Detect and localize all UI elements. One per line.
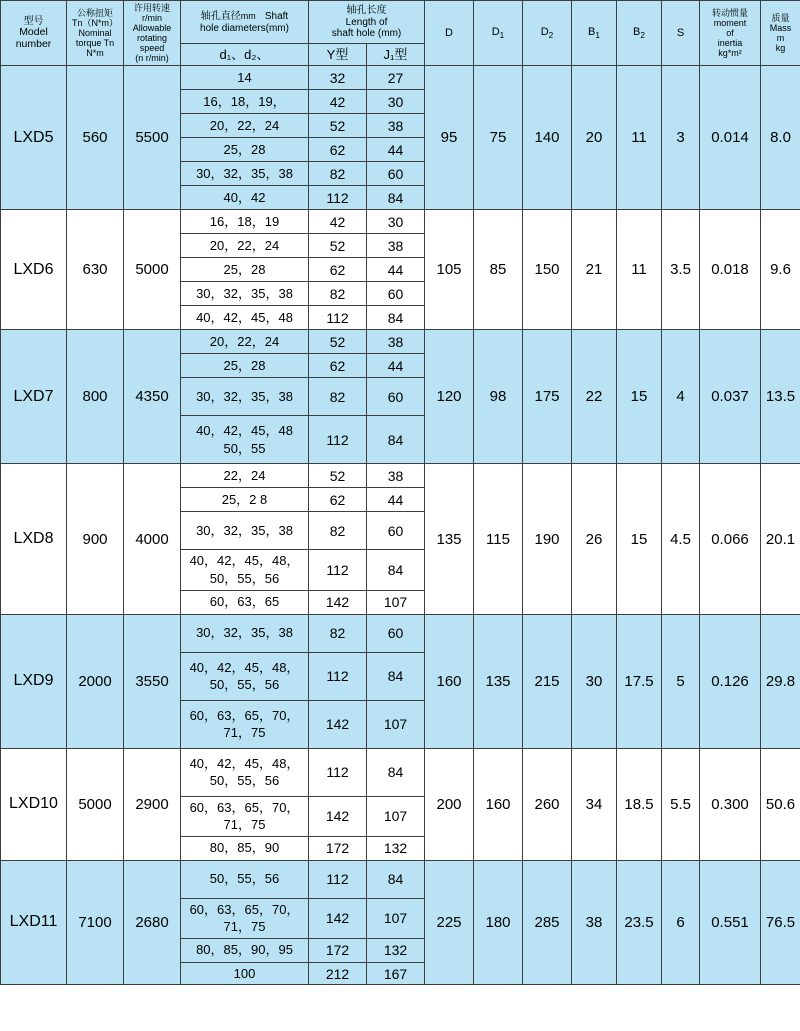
cell-mass: 76.5 bbox=[761, 860, 800, 985]
cell-B1: 38 bbox=[572, 860, 617, 985]
cell-shaft-hole-diameter: 20，22，24 bbox=[181, 114, 309, 138]
cell-length-j1-type: 60 bbox=[367, 614, 425, 652]
cell-length-y-type: 212 bbox=[309, 962, 367, 985]
cell-shaft-hole-diameter: 20，22，24 bbox=[181, 330, 309, 354]
cell-allowable-speed: 4000 bbox=[124, 464, 181, 614]
cell-length-j1-type: 27 bbox=[367, 66, 425, 90]
cell-length-j1-type: 107 bbox=[367, 796, 425, 836]
cell-length-j1-type: 38 bbox=[367, 114, 425, 138]
table-row bbox=[1, 330, 800, 354]
cell-allowable-speed: 5500 bbox=[124, 66, 181, 210]
cell-S: 3 bbox=[662, 66, 700, 210]
cell-D: 200 bbox=[425, 748, 474, 860]
cell-D: 160 bbox=[425, 614, 474, 748]
cell-length-y-type: 172 bbox=[309, 836, 367, 860]
header-row-main bbox=[1, 1, 800, 44]
cell-B1: 21 bbox=[572, 210, 617, 330]
cell-shaft-hole-diameter: 16，18，19， bbox=[181, 90, 309, 114]
cell-shaft-hole-diameter: 40，42 bbox=[181, 186, 309, 210]
cell-model: LXD7 bbox=[1, 330, 67, 464]
cell-moment-of-inertia: 0.014 bbox=[700, 66, 761, 210]
cell-length-j1-type: 107 bbox=[367, 898, 425, 938]
cell-length-j1-type: 132 bbox=[367, 938, 425, 962]
cell-moment-of-inertia: 0.066 bbox=[700, 464, 761, 614]
cell-length-y-type: 62 bbox=[309, 488, 367, 512]
table-row bbox=[1, 210, 800, 234]
cell-length-j1-type: 60 bbox=[367, 378, 425, 416]
table-row bbox=[1, 860, 800, 898]
cell-B2: 23.5 bbox=[617, 860, 662, 985]
cell-B2: 11 bbox=[617, 210, 662, 330]
cell-D2: 215 bbox=[523, 614, 572, 748]
cell-shaft-hole-diameter: 60，63，65，70， 71，75 bbox=[181, 700, 309, 748]
cell-allowable-speed: 2900 bbox=[124, 748, 181, 860]
cell-length-j1-type: 38 bbox=[367, 234, 425, 258]
cell-length-j1-type: 30 bbox=[367, 210, 425, 234]
cell-nominal-torque: 800 bbox=[67, 330, 124, 464]
cell-nominal-torque: 2000 bbox=[67, 614, 124, 748]
header-bore-symbols: d₁、d₂、 bbox=[181, 44, 309, 66]
cell-allowable-speed: 5000 bbox=[124, 210, 181, 330]
cell-mass: 13.5 bbox=[761, 330, 800, 464]
cell-D2: 285 bbox=[523, 860, 572, 985]
cell-S: 5 bbox=[662, 614, 700, 748]
cell-mass: 9.6 bbox=[761, 210, 800, 330]
cell-B2: 11 bbox=[617, 66, 662, 210]
header-B2: $B_2$ bbox=[617, 1, 662, 66]
cell-allowable-speed: 3550 bbox=[124, 614, 181, 748]
cell-D1: 135 bbox=[474, 614, 523, 748]
cell-shaft-hole-diameter: 30，32，35，38 bbox=[181, 614, 309, 652]
cell-nominal-torque: 7100 bbox=[67, 860, 124, 985]
cell-shaft-hole-diameter: 40，42，45，48， 50，55，56 bbox=[181, 652, 309, 700]
cell-D2: 260 bbox=[523, 748, 572, 860]
cell-shaft-hole-diameter: 14 bbox=[181, 66, 309, 90]
cell-length-j1-type: 84 bbox=[367, 416, 425, 464]
header-D2: $D_2$ bbox=[523, 1, 572, 66]
header-allowable-speed: 许用转速 r/min Allowable rotating speed (n r/min) bbox=[124, 1, 181, 66]
cell-mass: 50.6 bbox=[761, 748, 800, 860]
cell-allowable-speed: 2680 bbox=[124, 860, 181, 985]
cell-S: 4.5 bbox=[662, 464, 700, 614]
cell-length-y-type: 112 bbox=[309, 416, 367, 464]
cell-nominal-torque: 5000 bbox=[67, 748, 124, 860]
cell-D: 120 bbox=[425, 330, 474, 464]
cell-length-j1-type: 60 bbox=[367, 512, 425, 550]
cell-length-y-type: 142 bbox=[309, 700, 367, 748]
cell-moment-of-inertia: 0.551 bbox=[700, 860, 761, 985]
cell-shaft-hole-diameter: 80，85，90，95 bbox=[181, 938, 309, 962]
cell-length-y-type: 142 bbox=[309, 796, 367, 836]
cell-D1: 75 bbox=[474, 66, 523, 210]
cell-nominal-torque: 900 bbox=[67, 464, 124, 614]
cell-shaft-hole-diameter: 30，32，35，38 bbox=[181, 282, 309, 306]
cell-D2: 140 bbox=[523, 66, 572, 210]
header-nominal-torque: 公称扭矩 Tn（N*m） Nominal torque Tn N*m bbox=[67, 1, 124, 66]
cell-length-y-type: 52 bbox=[309, 114, 367, 138]
cell-model: LXD5 bbox=[1, 66, 67, 210]
cell-length-y-type: 52 bbox=[309, 234, 367, 258]
cell-shaft-hole-diameter: 30，32，35，38 bbox=[181, 162, 309, 186]
cell-shaft-hole-diameter: 80，85，90 bbox=[181, 836, 309, 860]
cell-D1: 180 bbox=[474, 860, 523, 985]
cell-allowable-speed: 4350 bbox=[124, 330, 181, 464]
cell-D: 95 bbox=[425, 66, 474, 210]
cell-B1: 22 bbox=[572, 330, 617, 464]
cell-length-y-type: 112 bbox=[309, 186, 367, 210]
header-length-y-type: Y型 bbox=[309, 44, 367, 66]
cell-D1: 115 bbox=[474, 464, 523, 614]
cell-mass: 29.8 bbox=[761, 614, 800, 748]
cell-length-y-type: 62 bbox=[309, 354, 367, 378]
cell-D1: 98 bbox=[474, 330, 523, 464]
cell-length-j1-type: 84 bbox=[367, 306, 425, 330]
header-D1: $D_1$ bbox=[474, 1, 523, 66]
cell-length-y-type: 82 bbox=[309, 162, 367, 186]
cell-length-y-type: 172 bbox=[309, 938, 367, 962]
cell-length-y-type: 112 bbox=[309, 550, 367, 590]
cell-mass: 20.1 bbox=[761, 464, 800, 614]
header-length-j1-type: J₁型 bbox=[367, 44, 425, 66]
cell-shaft-hole-diameter: 25，28 bbox=[181, 258, 309, 282]
cell-shaft-hole-diameter: 25，28 bbox=[181, 354, 309, 378]
cell-length-j1-type: 84 bbox=[367, 652, 425, 700]
cell-length-y-type: 112 bbox=[309, 860, 367, 898]
cell-length-j1-type: 60 bbox=[367, 162, 425, 186]
table-body bbox=[1, 66, 800, 985]
cell-nominal-torque: 630 bbox=[67, 210, 124, 330]
cell-B2: 15 bbox=[617, 330, 662, 464]
cell-shaft-hole-diameter: 22，24 bbox=[181, 464, 309, 488]
table-row bbox=[1, 464, 800, 488]
cell-length-y-type: 32 bbox=[309, 66, 367, 90]
cell-shaft-hole-diameter: 16，18，19 bbox=[181, 210, 309, 234]
cell-shaft-hole-diameter: 60，63，65，70， 71，75 bbox=[181, 898, 309, 938]
cell-D: 105 bbox=[425, 210, 474, 330]
cell-B1: 26 bbox=[572, 464, 617, 614]
header-model: 型号 Model number bbox=[1, 1, 67, 66]
cell-mass: 8.0 bbox=[761, 66, 800, 210]
table-row bbox=[1, 66, 800, 90]
cell-model: LXD10 bbox=[1, 748, 67, 860]
cell-moment-of-inertia: 0.037 bbox=[700, 330, 761, 464]
cell-length-j1-type: 38 bbox=[367, 464, 425, 488]
cell-model: LXD11 bbox=[1, 860, 67, 985]
cell-length-y-type: 62 bbox=[309, 138, 367, 162]
cell-B2: 17.5 bbox=[617, 614, 662, 748]
cell-D1: 85 bbox=[474, 210, 523, 330]
cell-nominal-torque: 560 bbox=[67, 66, 124, 210]
cell-B2: 15 bbox=[617, 464, 662, 614]
cell-shaft-hole-diameter: 60，63，65，70， 71，75 bbox=[181, 796, 309, 836]
cell-moment-of-inertia: 0.018 bbox=[700, 210, 761, 330]
cell-length-j1-type: 84 bbox=[367, 748, 425, 796]
cell-length-j1-type: 44 bbox=[367, 354, 425, 378]
cell-B2: 18.5 bbox=[617, 748, 662, 860]
cell-B1: 30 bbox=[572, 614, 617, 748]
cell-length-y-type: 112 bbox=[309, 652, 367, 700]
cell-D2: 150 bbox=[523, 210, 572, 330]
header-moment-of-inertia: 转动惯量 moment of inertia kg*m² bbox=[700, 1, 761, 66]
cell-length-j1-type: 84 bbox=[367, 186, 425, 210]
cell-length-j1-type: 167 bbox=[367, 962, 425, 985]
cell-length-y-type: 142 bbox=[309, 590, 367, 614]
cell-shaft-hole-diameter: 60，63，65 bbox=[181, 590, 309, 614]
cell-length-y-type: 42 bbox=[309, 210, 367, 234]
cell-length-j1-type: 60 bbox=[367, 282, 425, 306]
header-B1: $B_1$ bbox=[572, 1, 617, 66]
cell-length-j1-type: 44 bbox=[367, 258, 425, 282]
cell-shaft-hole-diameter: 40，42，45，48 50，55 bbox=[181, 416, 309, 464]
header-D: D bbox=[425, 1, 474, 66]
cell-shaft-hole-diameter: 25，2 8 bbox=[181, 488, 309, 512]
cell-moment-of-inertia: 0.126 bbox=[700, 614, 761, 748]
table-header bbox=[1, 1, 800, 66]
cell-length-j1-type: 44 bbox=[367, 138, 425, 162]
header-shaft-hole-diameter: 轴孔直径mm Shaft hole diameters(mm) bbox=[181, 1, 309, 44]
cell-shaft-hole-diameter: 50，55，56 bbox=[181, 860, 309, 898]
cell-shaft-hole-diameter: 30，32，35，38 bbox=[181, 512, 309, 550]
cell-length-y-type: 82 bbox=[309, 378, 367, 416]
cell-S: 3.5 bbox=[662, 210, 700, 330]
cell-length-y-type: 42 bbox=[309, 90, 367, 114]
cell-length-j1-type: 84 bbox=[367, 550, 425, 590]
cell-length-y-type: 82 bbox=[309, 614, 367, 652]
cell-model: LXD6 bbox=[1, 210, 67, 330]
cell-model: LXD9 bbox=[1, 614, 67, 748]
cell-shaft-hole-diameter: 100 bbox=[181, 962, 309, 985]
cell-length-y-type: 112 bbox=[309, 306, 367, 330]
cell-shaft-hole-diameter: 20，22，24 bbox=[181, 234, 309, 258]
header-shaft-hole-length: 轴孔长度 Length of shaft hole (mm) bbox=[309, 1, 425, 44]
cell-shaft-hole-diameter: 40，42，45，48， 50，55，56 bbox=[181, 748, 309, 796]
cell-S: 5.5 bbox=[662, 748, 700, 860]
cell-moment-of-inertia: 0.300 bbox=[700, 748, 761, 860]
cell-shaft-hole-diameter: 30，32，35，38 bbox=[181, 378, 309, 416]
cell-shaft-hole-diameter: 25，28 bbox=[181, 138, 309, 162]
cell-length-y-type: 142 bbox=[309, 898, 367, 938]
cell-length-j1-type: 38 bbox=[367, 330, 425, 354]
cell-B1: 34 bbox=[572, 748, 617, 860]
cell-length-j1-type: 30 bbox=[367, 90, 425, 114]
cell-B1: 20 bbox=[572, 66, 617, 210]
cell-D1: 160 bbox=[474, 748, 523, 860]
cell-S: 6 bbox=[662, 860, 700, 985]
header-mass: 质量 Mass m kg bbox=[761, 1, 800, 66]
cell-shaft-hole-diameter: 40，42，45，48， 50，55，56 bbox=[181, 550, 309, 590]
cell-shaft-hole-diameter: 40，42，45，48 bbox=[181, 306, 309, 330]
cell-length-j1-type: 132 bbox=[367, 836, 425, 860]
cell-D: 135 bbox=[425, 464, 474, 614]
cell-S: 4 bbox=[662, 330, 700, 464]
cell-length-j1-type: 44 bbox=[367, 488, 425, 512]
cell-length-y-type: 82 bbox=[309, 512, 367, 550]
table-row bbox=[1, 614, 800, 652]
cell-length-y-type: 52 bbox=[309, 464, 367, 488]
table-row bbox=[1, 748, 800, 796]
header-S: S bbox=[662, 1, 700, 66]
cell-length-y-type: 82 bbox=[309, 282, 367, 306]
cell-D2: 175 bbox=[523, 330, 572, 464]
cell-length-y-type: 52 bbox=[309, 330, 367, 354]
cell-length-j1-type: 107 bbox=[367, 700, 425, 748]
cell-length-j1-type: 84 bbox=[367, 860, 425, 898]
cell-D: 225 bbox=[425, 860, 474, 985]
cell-length-y-type: 112 bbox=[309, 748, 367, 796]
cell-D2: 190 bbox=[523, 464, 572, 614]
cell-model: LXD8 bbox=[1, 464, 67, 614]
cell-length-j1-type: 107 bbox=[367, 590, 425, 614]
cell-length-y-type: 62 bbox=[309, 258, 367, 282]
